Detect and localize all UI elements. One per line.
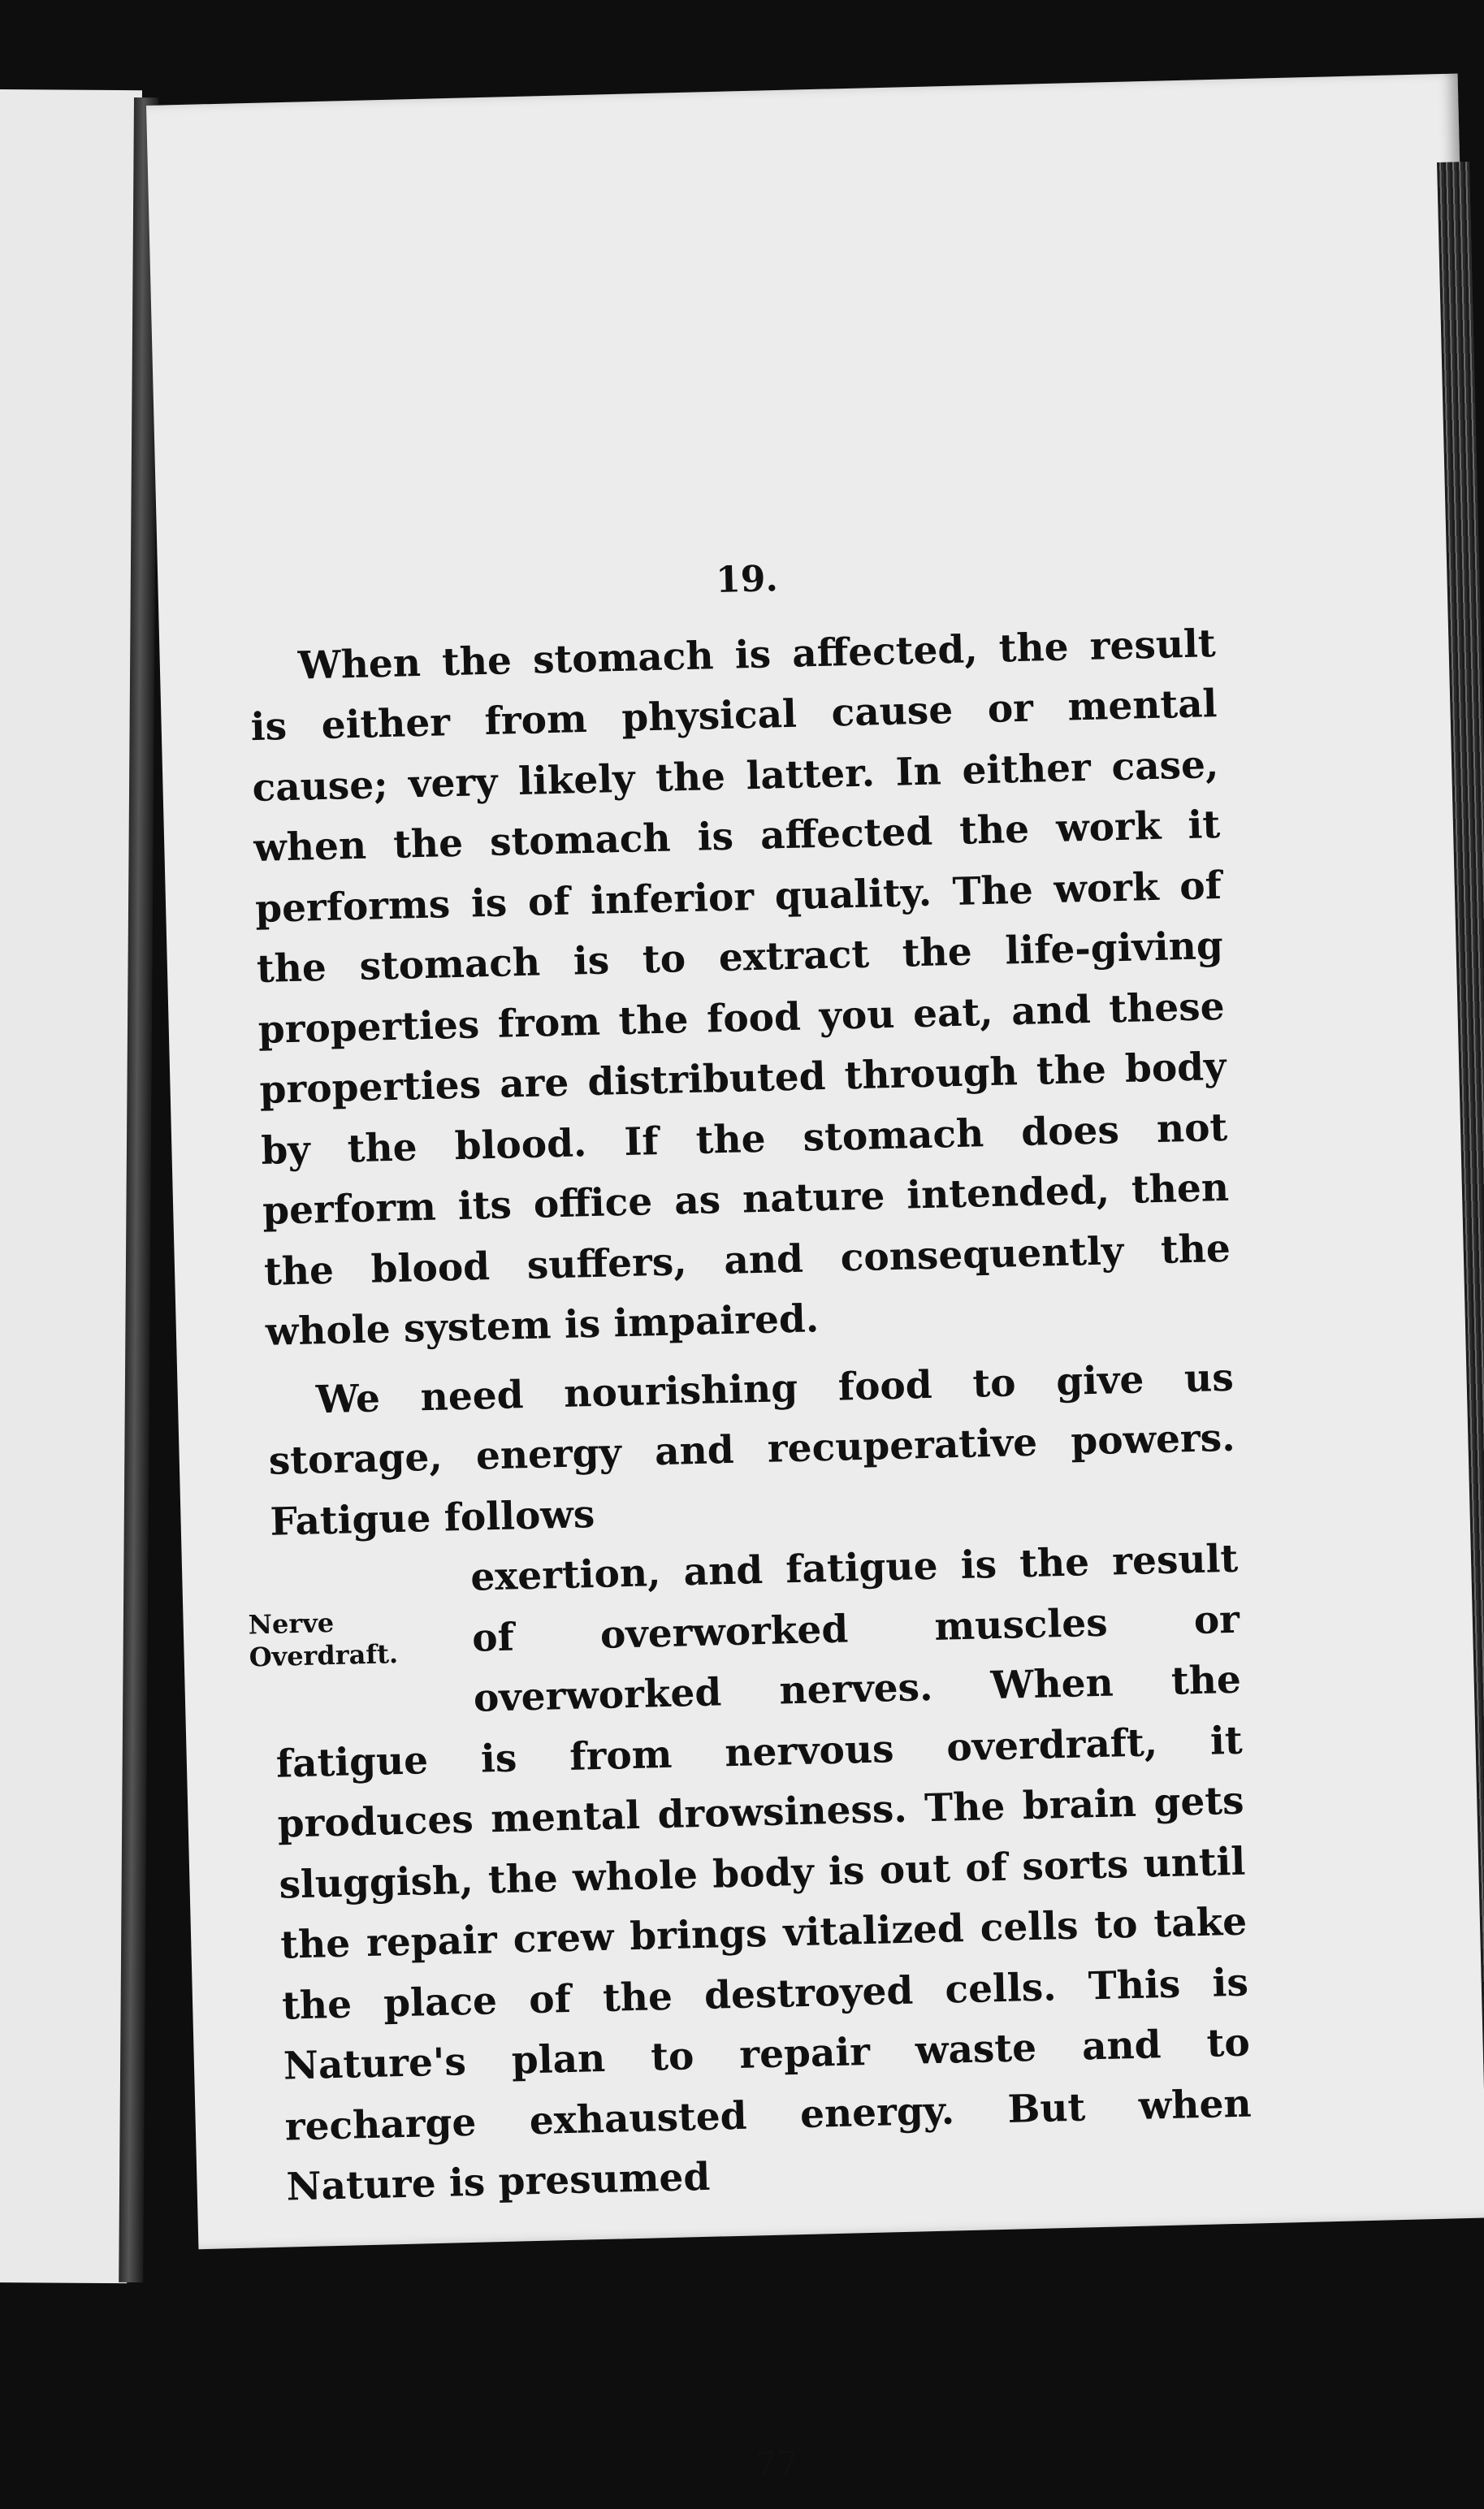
paragraph-2 <box>266 1348 1237 1553</box>
book-page <box>146 74 1484 2485</box>
margin-note-line-2: Overdraft. <box>249 1638 399 1673</box>
paragraph-2-lead: We need nourishing food to give us storage, energy and recuperative powers. Fatigue follows <box>268 1355 1236 1545</box>
page-number: 77 <box>754 2443 799 2485</box>
page-text-block <box>247 539 1253 2485</box>
section-number: 19. <box>715 558 779 602</box>
paragraph-2-rest: exertion, and fatigue is the result of overworked muscles or overworked nerves. When the fatigue is from nervous overdraft, it produces mental drowsiness. The brain gets sluggish, the whole body is out of sorts until the repair crew brings vitalized cells to take the place of the destroyed cells. This is Nature's plan to repair waste and to recharge exhausted energy. But when Nature is presumed <box>275 1536 1253 2210</box>
margin-note-text <box>248 1605 398 1673</box>
paragraph-2-continued <box>248 1529 1254 2218</box>
margin-note-line-1: Nerve <box>248 1607 335 1641</box>
paragraph-1: When the stomach is affected, the result is either from physical cause or mental cause; very likely the latter. In either case, when the stomach is affected the work it performs is of inferior quality. The work of the stomach is to extract the life-giving properties from the food you eat, and these properties are distributed through the body by the blood. If the stomach does not perform its office as nature intended, then the blood suffers, and consequently the whole system is impaired. <box>250 621 1231 1355</box>
margin-note <box>248 1555 474 1734</box>
